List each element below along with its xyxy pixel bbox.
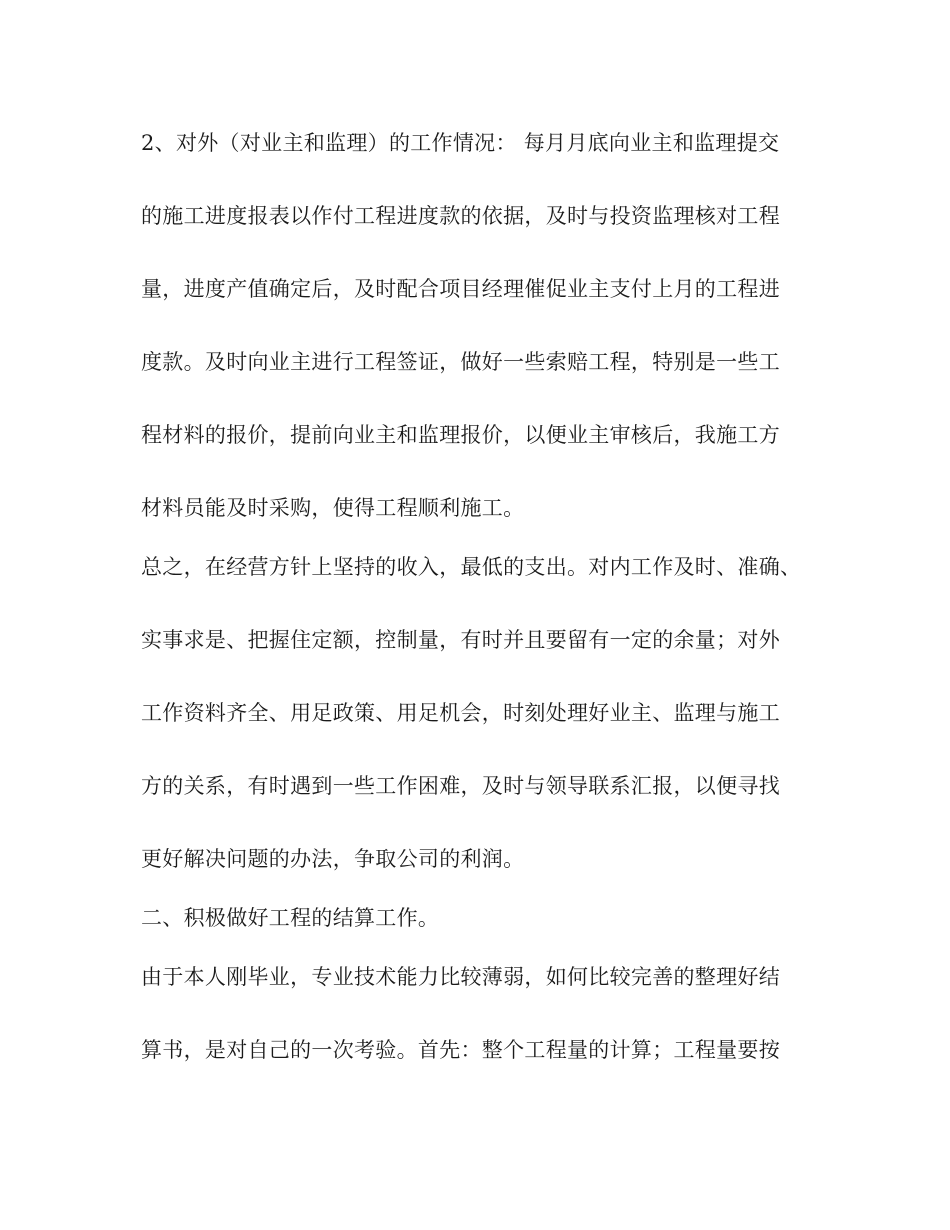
section-heading: 二、积极做好工程的结算工作。 (141, 906, 440, 930)
paragraph-line: 的施工进度报表以作付工程进度款的依据，及时与投资监理核对工程 (141, 204, 780, 228)
paragraph-line: 实事求是、把握住定额，控制量，有时并且要留有一定的余量；对外 (141, 628, 780, 652)
paragraph-line: 算书，是对自己的一次考验。首先：整个工程量的计算；工程量要按 (141, 1038, 780, 1062)
paragraph-line: 量，进度产值确定后，及时配合项目经理催促业主支付上月的工程进 (141, 277, 780, 301)
paragraph-line: 材料员能及时采购，使得工程顺利施工。 (141, 496, 525, 520)
paragraph-line: 方的关系，有时遇到一些工作困难，及时与领导联系汇报，以便寻找 (141, 774, 780, 798)
paragraph-line: 更好解决问题的办法，争取公司的利润。 (141, 847, 525, 871)
paragraph-line: 工作资料齐全、用足政策、用足机会，时刻处理好业主、监理与施工 (141, 701, 780, 725)
paragraph-line: 度款。及时向业主进行工程签证，做好一些索赔工程，特别是一些工 (141, 350, 780, 374)
paragraph-line: 2、对外（对业主和监理）的工作情况： 每月月底向业主和监理提交 (141, 131, 780, 155)
paragraph-line: 由于本人刚毕业，专业技术能力比较薄弱，如何比较完善的整理好结 (141, 965, 780, 989)
paragraph-line: 程材料的报价，提前向业主和监理报价，以便业主审核后，我施工方 (141, 423, 780, 447)
paragraph-line: 总之，在经营方针上坚持的收入，最低的支出。对内工作及时、准确、 (141, 555, 802, 579)
